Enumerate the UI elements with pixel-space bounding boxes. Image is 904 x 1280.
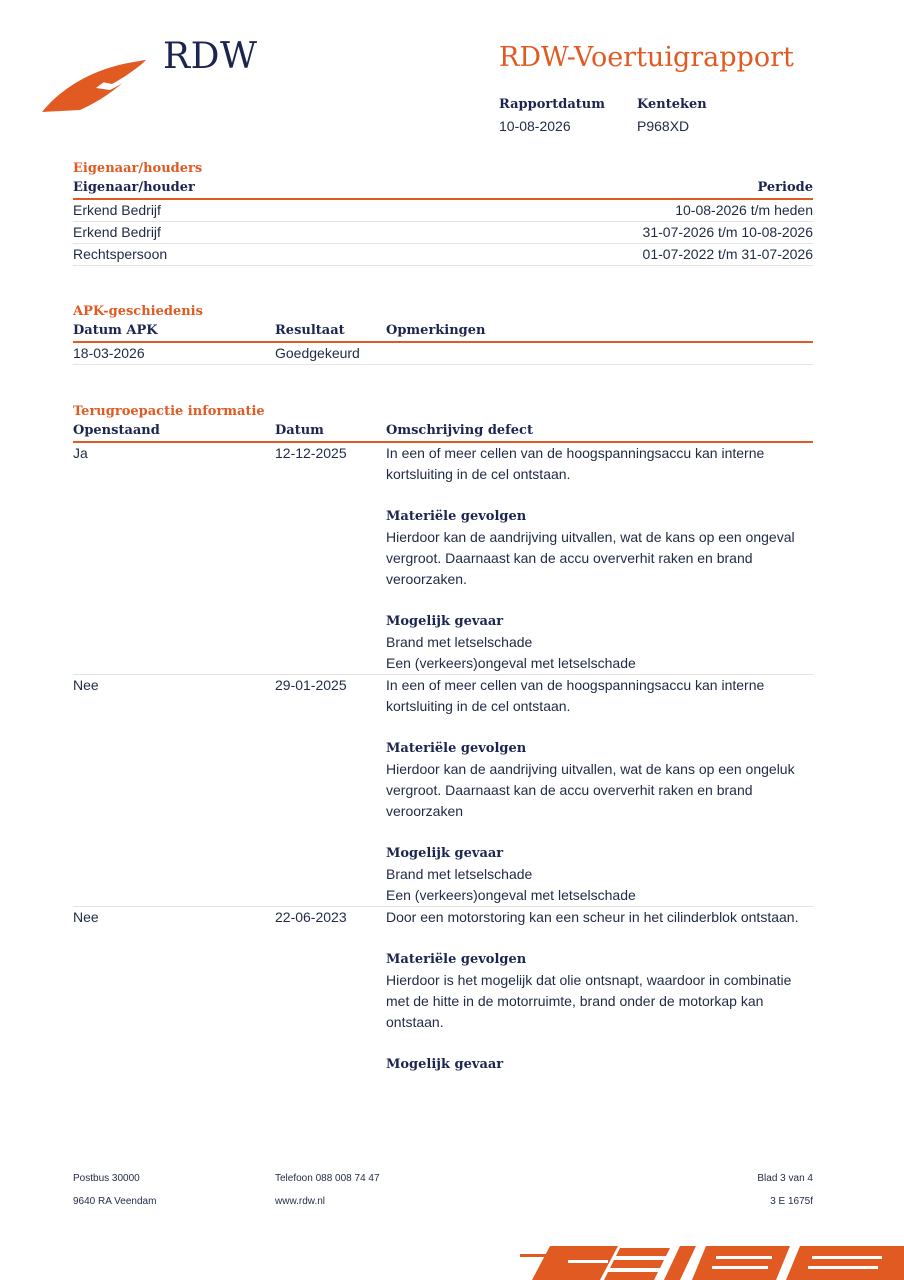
apk-date: 18-03-2026: [73, 345, 145, 361]
recall-desc-line: Door een motorstoring kan een scheur in het cilinderblok ontstaan.: [386, 909, 799, 925]
plate-value: P968XD: [637, 118, 690, 134]
apk-section: [73, 302, 813, 365]
recalls-section: [73, 402, 813, 1075]
recall-open: Ja: [73, 445, 88, 461]
recall-date: 29-01-2025: [275, 677, 347, 693]
danger-title: Mogelijk gevaar: [386, 1057, 504, 1072]
report-date-label: Rapportdatum: [499, 97, 605, 112]
owner-row: [73, 244, 813, 266]
owner-period: 10-08-2026 t/m heden: [675, 202, 813, 218]
recalls-header: [73, 421, 813, 443]
apk-remarks: [386, 343, 813, 364]
danger-title: Mogelijk gevaar: [386, 614, 504, 629]
recalls-title: Terugroepactie informatie: [73, 404, 265, 419]
recall-row: [73, 907, 813, 1075]
footer-stripes-icon: [520, 1244, 904, 1280]
recall-open: Nee: [73, 677, 99, 693]
recall-date: 22-06-2023: [275, 909, 347, 925]
owner-row: [73, 222, 813, 244]
recall-date: 12-12-2025: [275, 445, 347, 461]
owner-row: [73, 200, 813, 222]
owner-name: Erkend Bedrijf: [73, 224, 161, 240]
material-title: Materiële gevolgen: [386, 741, 527, 756]
logo-text: RDW: [163, 36, 258, 77]
owners-title: Eigenaar/houders: [73, 161, 203, 176]
danger-line: Een (verkeers)ongeval met letselschade: [386, 887, 636, 903]
apk-header: [73, 321, 813, 343]
owner-name: Erkend Bedrijf: [73, 202, 161, 218]
footer-website-link[interactable]: www.rdw.nl: [275, 1196, 326, 1207]
recalls-col-date: Datum: [275, 423, 324, 438]
footer-address-line1: Postbus 30000: [73, 1173, 140, 1184]
danger-line: Een (verkeers)ongeval met letselschade: [386, 655, 636, 671]
material-line: veroorzaken.: [386, 571, 467, 587]
danger-title: Mogelijk gevaar: [386, 846, 504, 861]
apk-title: APK-geschiedenis: [73, 304, 203, 319]
footer-address-line2: 9640 RA Veendam: [73, 1196, 157, 1207]
footer-phone: Telefoon 088 008 74 47: [275, 1173, 380, 1184]
recalls-col-open: Openstaand: [73, 423, 160, 438]
owner-name: Rechtspersoon: [73, 246, 168, 262]
recall-description: [386, 443, 813, 674]
recall-description: [386, 907, 813, 1075]
recall-desc-line: kortsluiting in de cel ontstaan.: [386, 466, 571, 482]
material-line: ontstaan.: [386, 1014, 444, 1030]
recalls-col-desc: Omschrijving defect: [386, 423, 533, 438]
material-line: met de hitte in de motorruimte, brand onder de motorkap kan: [386, 993, 764, 1009]
material-line: Hierdoor kan de aandrijving uitvallen, wat de kans op een ongeval: [386, 529, 795, 545]
owners-section: [73, 159, 813, 266]
material-line: Hierdoor is het mogelijk dat olie ontsnapt, waardoor in combinatie: [386, 972, 792, 988]
recall-row: [73, 443, 813, 675]
apk-col-result: Resultaat: [275, 323, 345, 338]
recall-desc-line: In een of meer cellen van de hoogspanningsaccu kan interne: [386, 677, 765, 693]
material-line: vergroot. Daarnaast kan de accu oververhit raken en brand: [386, 550, 753, 566]
apk-col-remarks: Opmerkingen: [386, 323, 486, 338]
report-date-value: 10-08-2026: [499, 118, 571, 134]
footer-doc-code: 3 E 1675f: [770, 1196, 813, 1207]
danger-line: Brand met letselschade: [386, 866, 533, 882]
apk-col-date: Datum APK: [73, 323, 158, 338]
owner-period: 31-07-2026 t/m 10-08-2026: [642, 224, 813, 240]
danger-line: Brand met letselschade: [386, 634, 533, 650]
footer-page-number: Blad 3 van 4: [757, 1173, 813, 1184]
recall-desc-line: kortsluiting in de cel ontstaan.: [386, 698, 571, 714]
owners-header: [73, 178, 813, 200]
report-title: RDW-Voertuigrapport: [499, 42, 794, 73]
owner-period: 01-07-2022 t/m 31-07-2026: [642, 246, 813, 262]
recall-desc-line: In een of meer cellen van de hoogspanningsaccu kan interne: [386, 445, 765, 461]
recall-open: Nee: [73, 909, 99, 925]
owners-col-owner: Eigenaar/houder: [73, 180, 195, 195]
material-line: veroorzaken: [386, 803, 464, 819]
plate-label: Kenteken: [637, 97, 707, 112]
material-line: Hierdoor kan de aandrijving uitvallen, wat de kans op een ongeluk: [386, 761, 795, 777]
apk-row: [73, 343, 813, 365]
material-title: Materiële gevolgen: [386, 509, 527, 524]
apk-result: Goedgekeurd: [275, 345, 360, 361]
recall-row: [73, 675, 813, 907]
material-title: Materiële gevolgen: [386, 952, 527, 967]
material-line: vergroot. Daarnaast kan de accu oververhit raken en brand: [386, 782, 753, 798]
recall-description: [386, 675, 813, 906]
owners-col-period: Periode: [757, 180, 813, 195]
